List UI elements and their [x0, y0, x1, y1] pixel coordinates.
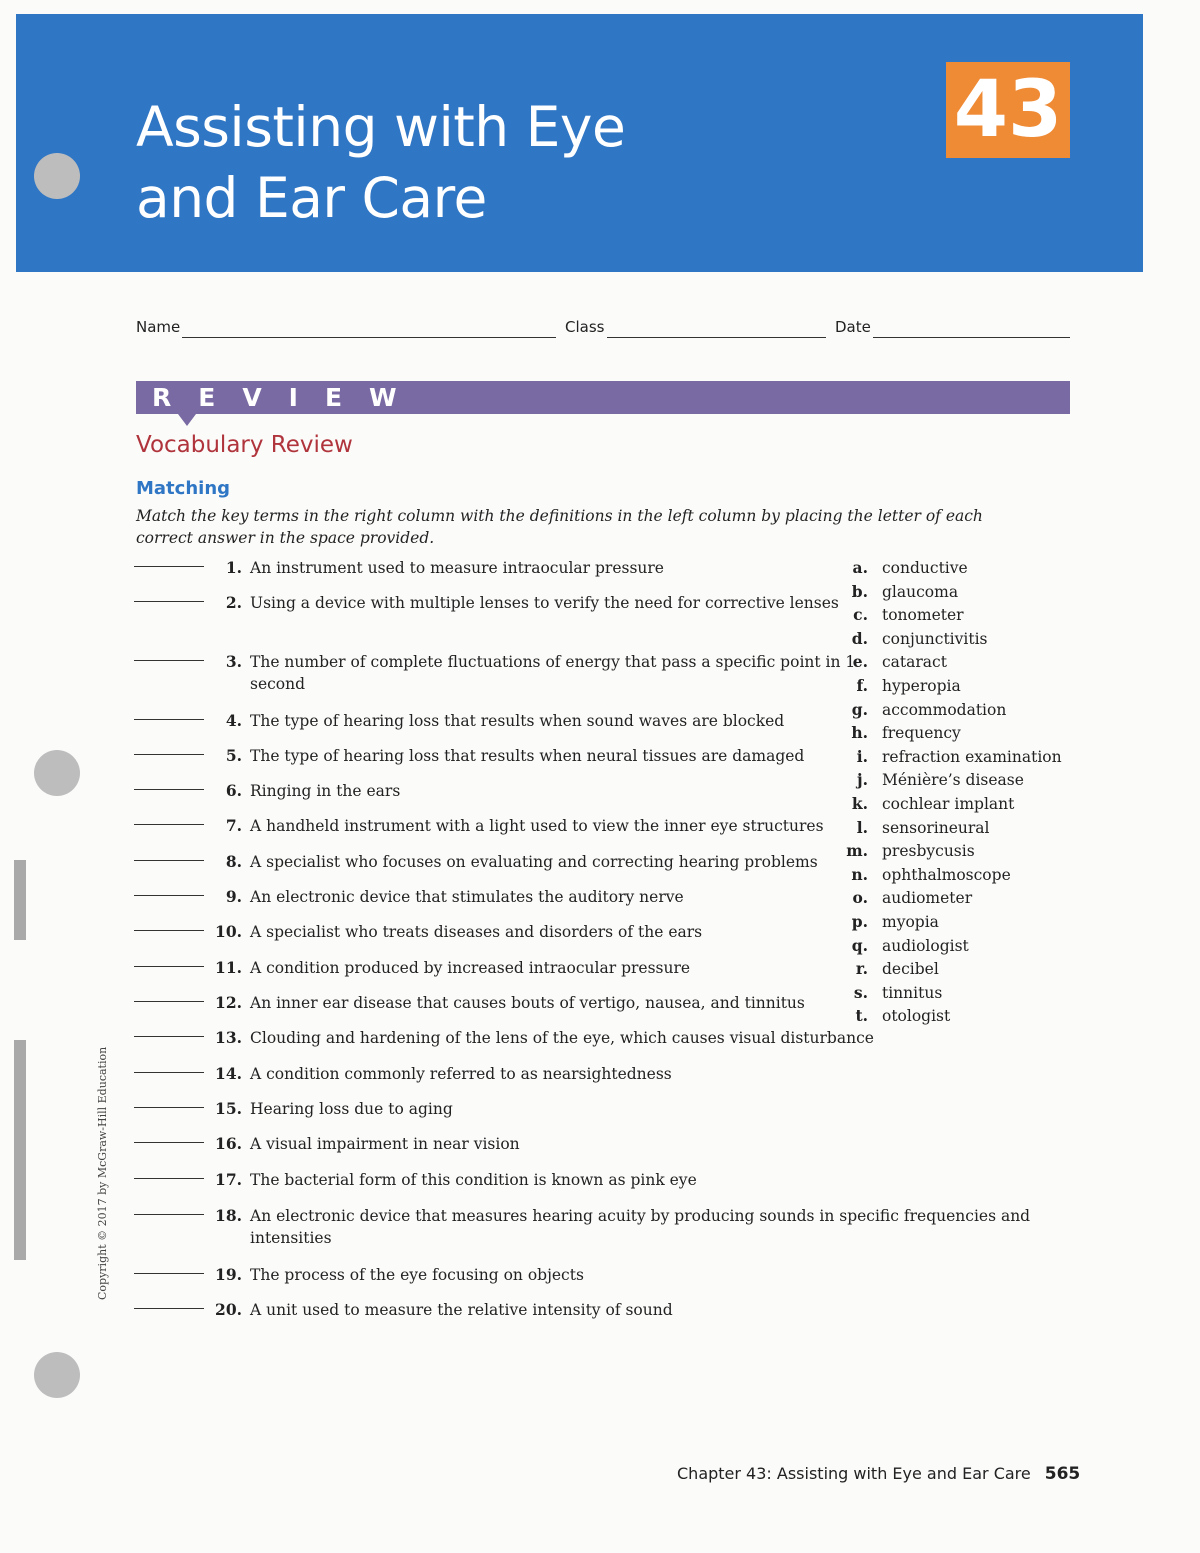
- answer-term: audiologist: [882, 936, 969, 955]
- answer-letter: n.: [851, 864, 868, 884]
- question-text: Ringing in the ears: [250, 782, 401, 800]
- answer-term: myopia: [882, 913, 939, 931]
- question-number: 19.: [215, 1265, 242, 1284]
- question-number: 13.: [215, 1028, 242, 1047]
- question-text: A specialist who focuses on evaluating and correcting hearing problems: [250, 853, 818, 871]
- answer-option: [836, 792, 1014, 817]
- answer-term: tinnitus: [882, 983, 943, 1002]
- question-item: [134, 851, 874, 873]
- answer-option: [836, 556, 968, 581]
- answer-letter: r.: [855, 959, 868, 979]
- question-text: The process of the eye focusing on objects: [250, 1266, 584, 1284]
- question-number: 12.: [215, 993, 242, 1012]
- question-item: [134, 780, 874, 802]
- class-field[interactable]: [565, 318, 826, 338]
- answer-term: cataract: [882, 653, 947, 672]
- question-item: [134, 1098, 1034, 1120]
- question-item: [134, 957, 874, 979]
- question-number: 2.: [225, 593, 242, 612]
- question-text: A condition commonly referred to as nearsightedness: [250, 1065, 672, 1083]
- copyright-notice: Copyright © 2017 by McGraw-Hill Education: [96, 1046, 109, 1300]
- answer-term: hyperopia: [882, 677, 961, 695]
- question-text: An electronic device that stimulates the auditory nerve: [250, 888, 684, 906]
- question-item: [134, 815, 874, 837]
- answer-option: [836, 721, 961, 746]
- answer-option: [836, 839, 975, 864]
- question-number: 10.: [215, 922, 242, 941]
- answer-term: audiometer: [882, 889, 973, 908]
- question-number: 15.: [215, 1099, 242, 1118]
- answer-option: [836, 981, 942, 1006]
- question-item: [134, 1264, 1034, 1286]
- binder-hole: [34, 750, 80, 796]
- answer-letter: s.: [853, 982, 868, 1002]
- answer-term: presbycusis: [882, 842, 975, 861]
- answer-letter: q.: [851, 935, 868, 955]
- question-number: 18.: [215, 1206, 242, 1225]
- answer-letter: e.: [852, 652, 868, 672]
- answer-option: [836, 627, 988, 652]
- review-banner-text: REVIEW: [152, 383, 424, 412]
- question-item: [134, 710, 874, 732]
- question-number: 16.: [215, 1134, 242, 1153]
- question-text: An instrument used to measure intraocular pressure: [250, 559, 664, 577]
- answer-term: ophthalmoscope: [882, 865, 1011, 884]
- question-text: The number of complete fluctuations of energy that pass a specific point in 1 second: [250, 653, 856, 693]
- answer-term: conductive: [882, 559, 968, 577]
- date-label: Date: [835, 318, 871, 336]
- question-number: 9.: [225, 887, 242, 906]
- answer-option: [836, 698, 1006, 723]
- question-item: [134, 1169, 1034, 1191]
- answer-option: [836, 650, 947, 675]
- question-number: 4.: [225, 711, 242, 730]
- answer-letter: m.: [846, 841, 868, 861]
- answer-option: [836, 768, 1024, 793]
- chapter-number-badge: 43: [946, 62, 1070, 158]
- answer-term: cochlear implant: [882, 795, 1015, 813]
- question-text: The type of hearing loss that results when sound waves are blocked: [250, 712, 785, 730]
- binder-hole: [34, 1352, 80, 1398]
- question-number: 7.: [225, 816, 242, 835]
- answer-option: [836, 957, 939, 982]
- question-number: 3.: [225, 652, 242, 671]
- answer-letter: f.: [856, 676, 868, 695]
- question-item: [134, 1063, 1034, 1085]
- review-banner-pointer: [178, 414, 196, 426]
- answer-term: frequency: [882, 724, 961, 743]
- answer-option: [836, 816, 990, 841]
- answer-term: sensorineural: [882, 818, 990, 837]
- question-item: [134, 557, 874, 579]
- answer-term: accommodation: [882, 700, 1007, 719]
- answer-term: tonometer: [882, 606, 964, 625]
- question-item: [134, 745, 874, 767]
- page-edge-shadow: [14, 1040, 26, 1260]
- question-item: [134, 921, 874, 943]
- answer-option: [836, 934, 969, 959]
- answer-letter: g.: [851, 699, 868, 719]
- answer-term: Ménière’s disease: [882, 771, 1024, 790]
- question-text: A unit used to measure the relative intensity of sound: [250, 1301, 673, 1319]
- section-title: Vocabulary Review: [136, 432, 353, 458]
- question-number: 11.: [215, 958, 242, 977]
- question-text: A condition produced by increased intraocular pressure: [250, 959, 691, 977]
- answer-letter: j.: [856, 770, 868, 790]
- page-edge-shadow: [14, 860, 26, 940]
- question-text: An electronic device that measures hearing acuity by producing sounds in specific frequencies and intensities: [250, 1207, 1031, 1247]
- answer-option: [836, 580, 958, 605]
- question-item: [134, 1299, 1034, 1321]
- answer-option: [836, 863, 1011, 888]
- answer-term: glaucoma: [882, 582, 959, 601]
- answer-option: [836, 910, 939, 935]
- answer-letter: d.: [851, 628, 868, 648]
- footer-chapter-text: Chapter 43: Assisting with Eye and Ear Care: [677, 1464, 1031, 1483]
- instructions: Match the key terms in the right column with the definitions in the left column by placing the letter of each correct answer in the space provided.: [136, 507, 983, 547]
- answer-option: [836, 603, 964, 628]
- question-item: [134, 992, 874, 1014]
- chapter-title-line-2: and Ear Care: [136, 166, 487, 230]
- question-text: The type of hearing loss that results when neural tissues are damaged: [250, 747, 805, 765]
- answer-letter: b.: [851, 581, 868, 601]
- subhead-matching: Matching: [136, 478, 231, 499]
- question-number: 20.: [215, 1300, 242, 1319]
- name-line[interactable]: [182, 336, 556, 338]
- answer-letter: a.: [852, 558, 868, 577]
- name-field[interactable]: [136, 318, 556, 338]
- question-text: The bacterial form of this condition is known as pink eye: [250, 1171, 697, 1189]
- question-item: [134, 1205, 1034, 1249]
- binder-hole: [34, 153, 80, 199]
- question-item: [134, 1133, 1034, 1155]
- question-item: [134, 651, 874, 695]
- answer-letter: h.: [851, 723, 868, 743]
- answer-letter: t.: [855, 1006, 868, 1026]
- question-text: A visual impairment in near vision: [250, 1135, 520, 1153]
- question-text: A handheld instrument with a light used to view the inner eye structures: [250, 817, 824, 835]
- question-text: Hearing loss due to aging: [250, 1100, 453, 1118]
- answer-letter: o.: [852, 888, 868, 908]
- answer-option: [836, 745, 1062, 770]
- name-label: Name: [136, 318, 181, 336]
- question-number: 1.: [225, 558, 242, 577]
- answer-term: conjunctivitis: [882, 629, 988, 648]
- page-number: 565: [1044, 1464, 1081, 1484]
- question-item: [134, 1027, 1034, 1049]
- page-footer: [677, 1464, 1080, 1484]
- chapter-title-line-1: Assisting with Eye: [136, 95, 626, 159]
- question-number: 14.: [215, 1064, 242, 1083]
- answer-option: [836, 1004, 950, 1029]
- chapter-title: [136, 92, 625, 234]
- question-number: 6.: [225, 781, 242, 800]
- question-number: 17.: [215, 1170, 242, 1189]
- answer-letter: i.: [856, 746, 868, 766]
- question-text: Clouding and hardening of the lens of the eye, which causes visual disturbance: [250, 1029, 874, 1047]
- question-number: 5.: [225, 746, 242, 765]
- answer-term: refraction examination: [882, 747, 1062, 766]
- class-line[interactable]: [607, 336, 826, 338]
- answer-option: [836, 886, 972, 911]
- question-text: A specialist who treats diseases and disorders of the ears: [250, 923, 703, 941]
- answer-option: [836, 674, 961, 699]
- question-item: [134, 886, 874, 908]
- answer-term: decibel: [882, 960, 939, 979]
- answer-letter: k.: [851, 794, 868, 813]
- answer-letter: l.: [856, 817, 868, 837]
- answer-term: otologist: [882, 1007, 951, 1026]
- date-field[interactable]: [835, 318, 1070, 338]
- question-text: An inner ear disease that causes bouts of vertigo, nausea, and tinnitus: [250, 994, 805, 1012]
- question-item: [134, 592, 874, 614]
- question-number: 8.: [225, 852, 242, 871]
- class-label: Class: [565, 318, 605, 336]
- date-line[interactable]: [873, 336, 1070, 338]
- answer-letter: c.: [853, 605, 868, 625]
- question-text: Using a device with multiple lenses to verify the need for corrective lenses: [250, 594, 839, 612]
- answer-letter: p.: [851, 912, 868, 931]
